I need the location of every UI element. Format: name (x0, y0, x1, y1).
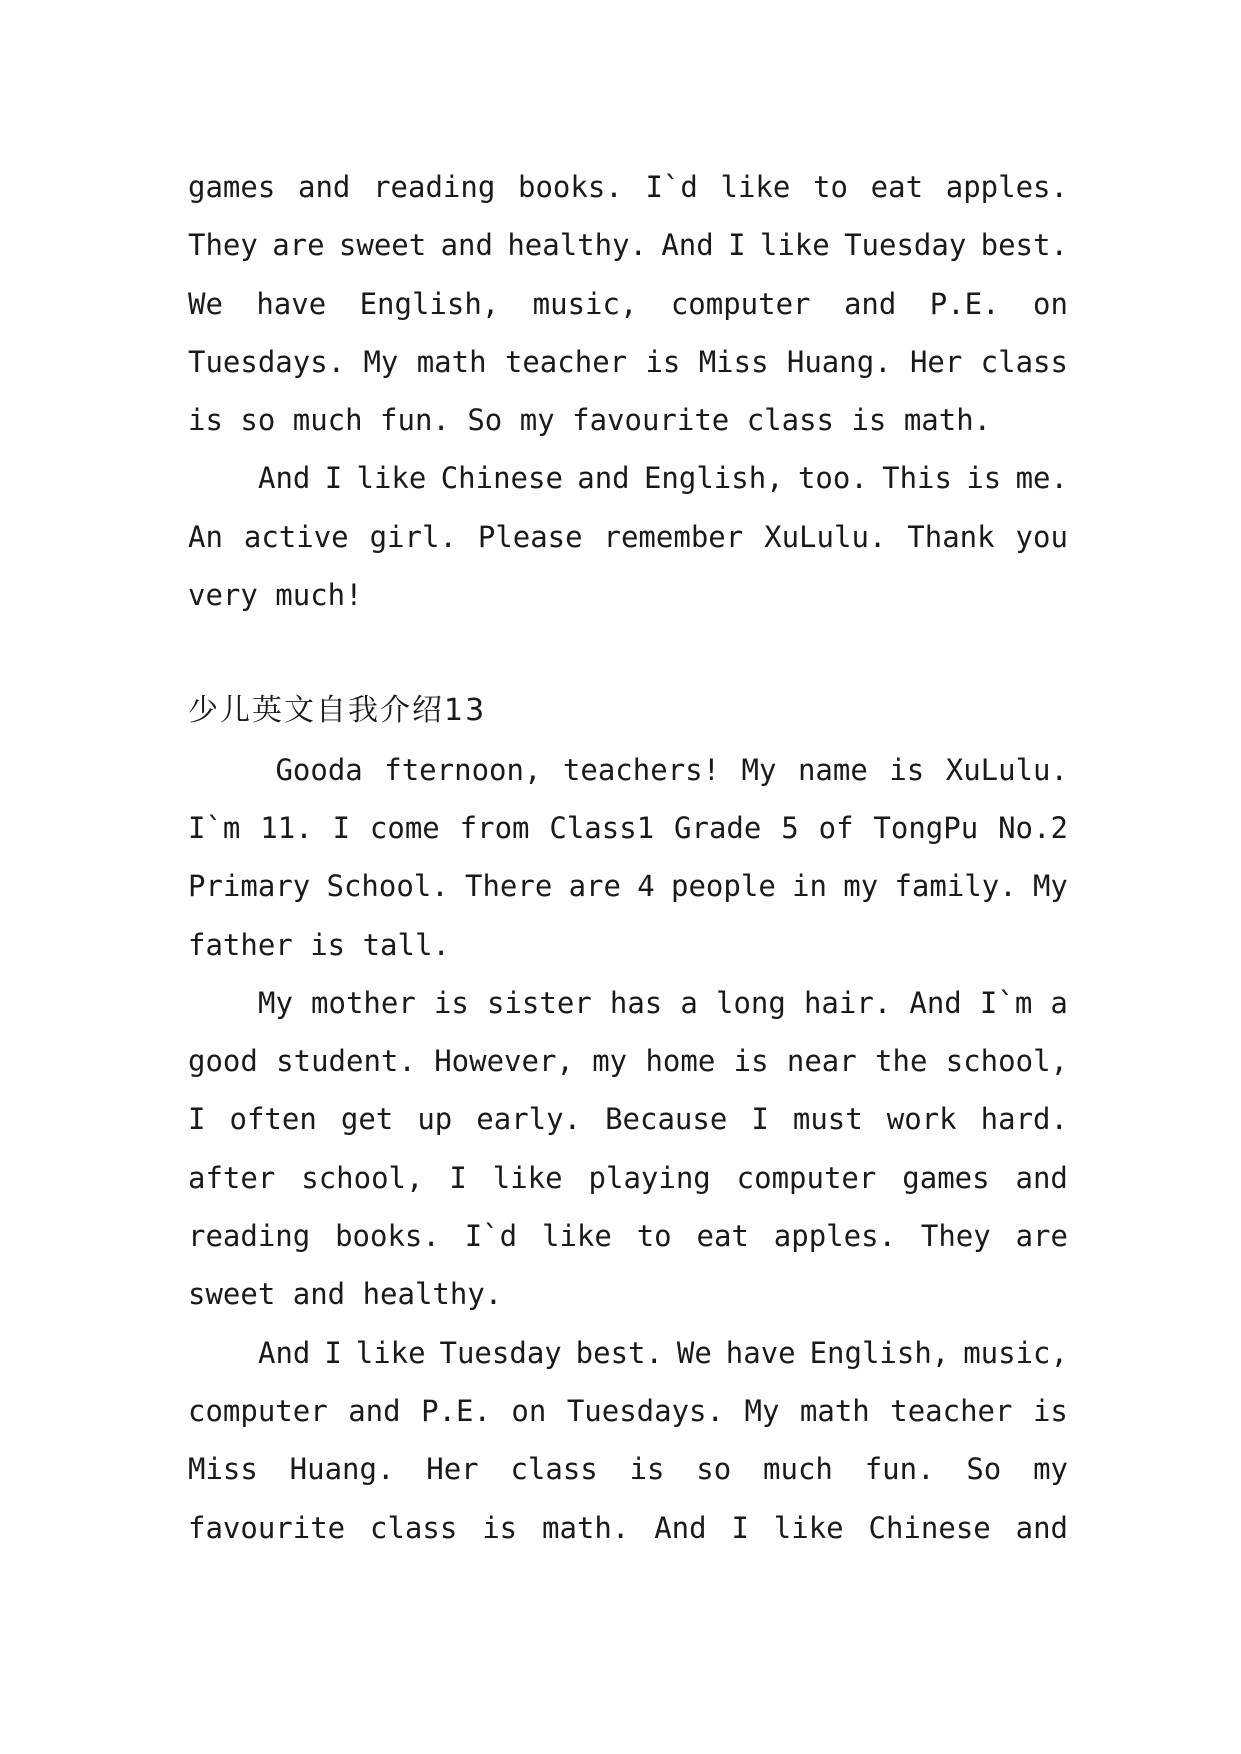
text-line (188, 449, 1068, 507)
word: have (256, 286, 327, 321)
word: class (370, 1510, 458, 1545)
word: apples. (773, 1219, 896, 1254)
word: Please (477, 519, 583, 554)
word: girl. (369, 519, 457, 554)
word: I (188, 1102, 206, 1137)
word: Huang. (289, 1452, 395, 1487)
word: My (363, 344, 399, 379)
word: Thank (907, 519, 995, 554)
word: fternoon, (384, 752, 542, 787)
word: There (465, 869, 553, 904)
word: computer (670, 286, 811, 321)
word: fun. (864, 1452, 935, 1487)
word: remember (603, 519, 744, 554)
word: This (882, 461, 952, 496)
text-line: very much! (188, 578, 363, 613)
word: near (786, 1044, 857, 1079)
word: my (592, 1044, 628, 1079)
word: is (433, 985, 469, 1020)
word: like (355, 1335, 426, 1370)
word: games (188, 170, 276, 204)
word: name (797, 752, 868, 787)
word: TongPu (873, 810, 979, 845)
text-line (188, 216, 1068, 274)
word: Miss (698, 344, 769, 379)
word: English, (643, 461, 784, 496)
word: and (1015, 1510, 1068, 1545)
word: reading (373, 170, 496, 204)
word: sweet (338, 228, 427, 263)
text-line (188, 508, 1068, 566)
word: is (482, 1510, 518, 1545)
word: is (645, 344, 681, 379)
text-line (188, 1207, 1068, 1265)
word: apples. (945, 170, 1068, 204)
text-line (188, 1324, 1068, 1382)
word: good (188, 1044, 258, 1079)
word: eat (870, 170, 924, 204)
paragraph (188, 1324, 1068, 1557)
word: so (696, 1452, 732, 1487)
text-line (188, 799, 1068, 857)
text-line (188, 333, 1068, 391)
word: Her (426, 1452, 479, 1487)
word: school, (945, 1044, 1068, 1079)
document-body (188, 158, 1068, 1557)
word: I (728, 228, 746, 263)
word: healthy. (507, 228, 647, 263)
word: Tuesday (439, 1335, 562, 1370)
word: School. (326, 869, 449, 904)
word: And (654, 1510, 707, 1545)
text-line (188, 275, 1068, 333)
word: 11. (260, 810, 313, 845)
word: reading (188, 1219, 311, 1254)
word: No.2 (998, 810, 1068, 845)
word: my (1033, 1452, 1068, 1487)
word: people (671, 869, 776, 904)
word: and (298, 170, 351, 204)
word: Tuesdays. (188, 344, 346, 379)
word: Tuesday (844, 228, 967, 263)
word: I (324, 461, 343, 496)
paragraph (188, 974, 1068, 1324)
word: And (909, 985, 962, 1020)
word: Her (909, 344, 963, 379)
word: is (889, 752, 925, 787)
word: must (792, 1102, 863, 1137)
word: is (1032, 1393, 1068, 1428)
paragraph (188, 449, 1068, 624)
text-line: father is tall. (188, 927, 450, 962)
word: P.E. (421, 1393, 491, 1428)
word: home (645, 1044, 716, 1079)
text-line (188, 1032, 1068, 1090)
word: early. (476, 1102, 582, 1137)
word: My (744, 1393, 780, 1428)
word: hair. (803, 985, 892, 1020)
word: They (188, 228, 258, 263)
text-line: sweet and healthy. (188, 1277, 503, 1312)
word: An (188, 519, 223, 554)
word: music, (963, 1335, 1068, 1370)
word: XuLulu. (764, 519, 887, 554)
text-line (188, 741, 1068, 799)
word: math (799, 1393, 870, 1428)
text-line (188, 1499, 1068, 1557)
word: I`m (188, 810, 241, 845)
word: are (568, 869, 621, 904)
text-line: is so much fun. So my favourite class is math. (188, 403, 992, 438)
word: like (759, 228, 830, 263)
word: is (733, 1044, 769, 1079)
word: have (725, 1335, 796, 1370)
word: like (542, 1219, 612, 1254)
word: favourite (188, 1510, 346, 1545)
word: XuLulu. (945, 752, 1068, 787)
word: I (324, 1335, 342, 1370)
word: We (676, 1335, 712, 1370)
word: They (920, 1219, 991, 1254)
word: and (348, 1393, 401, 1428)
word: are (272, 228, 325, 263)
word: a (680, 985, 698, 1020)
word: math. (542, 1510, 630, 1545)
word: family. (894, 869, 1017, 904)
word: Huang. (786, 344, 892, 379)
word: much (763, 1452, 833, 1487)
word: a (1050, 985, 1068, 1020)
word: playing (588, 1160, 711, 1195)
word: I (751, 1102, 769, 1137)
word: Primary (188, 869, 311, 904)
word: are (1015, 1219, 1068, 1254)
word: I (332, 810, 351, 845)
word: student. (276, 1044, 416, 1079)
word: of (818, 810, 854, 845)
word: to (813, 170, 848, 204)
word: up (417, 1102, 453, 1137)
word: Miss (188, 1452, 258, 1487)
word: We (188, 286, 223, 321)
word: class (510, 1452, 598, 1487)
word: P.E. (929, 286, 1000, 321)
word: English, (359, 286, 500, 321)
word: like (773, 1510, 844, 1545)
word: Gooda (258, 752, 363, 787)
word: English, (809, 1335, 950, 1370)
word: like (356, 461, 427, 496)
text-line (188, 158, 1068, 216)
word: I`m (979, 985, 1033, 1020)
word: teachers! (562, 752, 721, 787)
text-line (188, 974, 1068, 1032)
word: hard. (980, 1102, 1068, 1137)
word: computer (736, 1160, 877, 1195)
word: and (440, 228, 493, 263)
word: books. (335, 1219, 440, 1254)
word: And (258, 1335, 311, 1370)
word: I`d (645, 170, 698, 204)
word: books. (517, 170, 623, 204)
word: teacher (504, 344, 628, 379)
word: has (609, 985, 663, 1020)
word: And (661, 228, 714, 263)
word: on (1032, 286, 1068, 321)
text-line (188, 1090, 1068, 1148)
word: work (886, 1102, 957, 1137)
word: eat (696, 1219, 749, 1254)
word: computer (188, 1393, 328, 1428)
word: My (258, 985, 293, 1020)
word: My (741, 752, 777, 787)
paragraph (188, 158, 1068, 449)
word: sister (486, 985, 592, 1020)
word: often (229, 1102, 317, 1137)
word: on (511, 1393, 547, 1428)
word: So (966, 1452, 1002, 1487)
word: And (258, 461, 311, 496)
word: math (416, 344, 487, 379)
word: My (1032, 869, 1068, 904)
word: too. (797, 461, 868, 496)
text-line (188, 857, 1068, 915)
word: in (792, 869, 827, 904)
word: and (577, 461, 630, 496)
word: active (243, 519, 349, 554)
word: school, (301, 1160, 424, 1195)
word: is (966, 461, 1002, 496)
word: class (980, 344, 1068, 379)
word: like (492, 1160, 563, 1195)
word: to (636, 1219, 672, 1254)
word: long (715, 985, 786, 1020)
word: Class1 (549, 810, 655, 845)
word: Grade (674, 810, 762, 845)
paragraph (188, 741, 1068, 974)
word: I (449, 1160, 467, 1195)
word: I (731, 1510, 749, 1545)
word: the (875, 1044, 928, 1079)
word: I`d (464, 1219, 518, 1254)
word: However, (434, 1044, 574, 1079)
word: from (459, 810, 530, 845)
word: best. (575, 1335, 663, 1370)
section-spacer (188, 624, 1068, 682)
word: and (843, 286, 897, 321)
word: teacher (890, 1393, 1013, 1428)
word: like (720, 170, 791, 204)
word: best. (980, 228, 1068, 263)
word: Chinese (868, 1510, 991, 1545)
word: mother (311, 985, 416, 1020)
word: 5 (781, 810, 799, 845)
word: come (369, 810, 440, 845)
word: me. (1015, 461, 1068, 496)
word: 4 (637, 869, 655, 904)
word: get (340, 1102, 394, 1137)
word: is (629, 1452, 665, 1487)
text-line (188, 1382, 1068, 1440)
word: Because (605, 1102, 728, 1137)
word: you (1015, 519, 1068, 554)
word: my (843, 869, 879, 904)
text-line (188, 1440, 1068, 1498)
section-heading: 少儿英文自我介绍13 (188, 693, 487, 729)
word: music, (532, 286, 638, 321)
word: after (188, 1160, 276, 1195)
text-line (188, 1149, 1068, 1207)
word: Tuesdays. (566, 1393, 724, 1428)
word: games (902, 1160, 990, 1195)
word: Chinese (440, 461, 563, 496)
word: and (1015, 1160, 1068, 1195)
